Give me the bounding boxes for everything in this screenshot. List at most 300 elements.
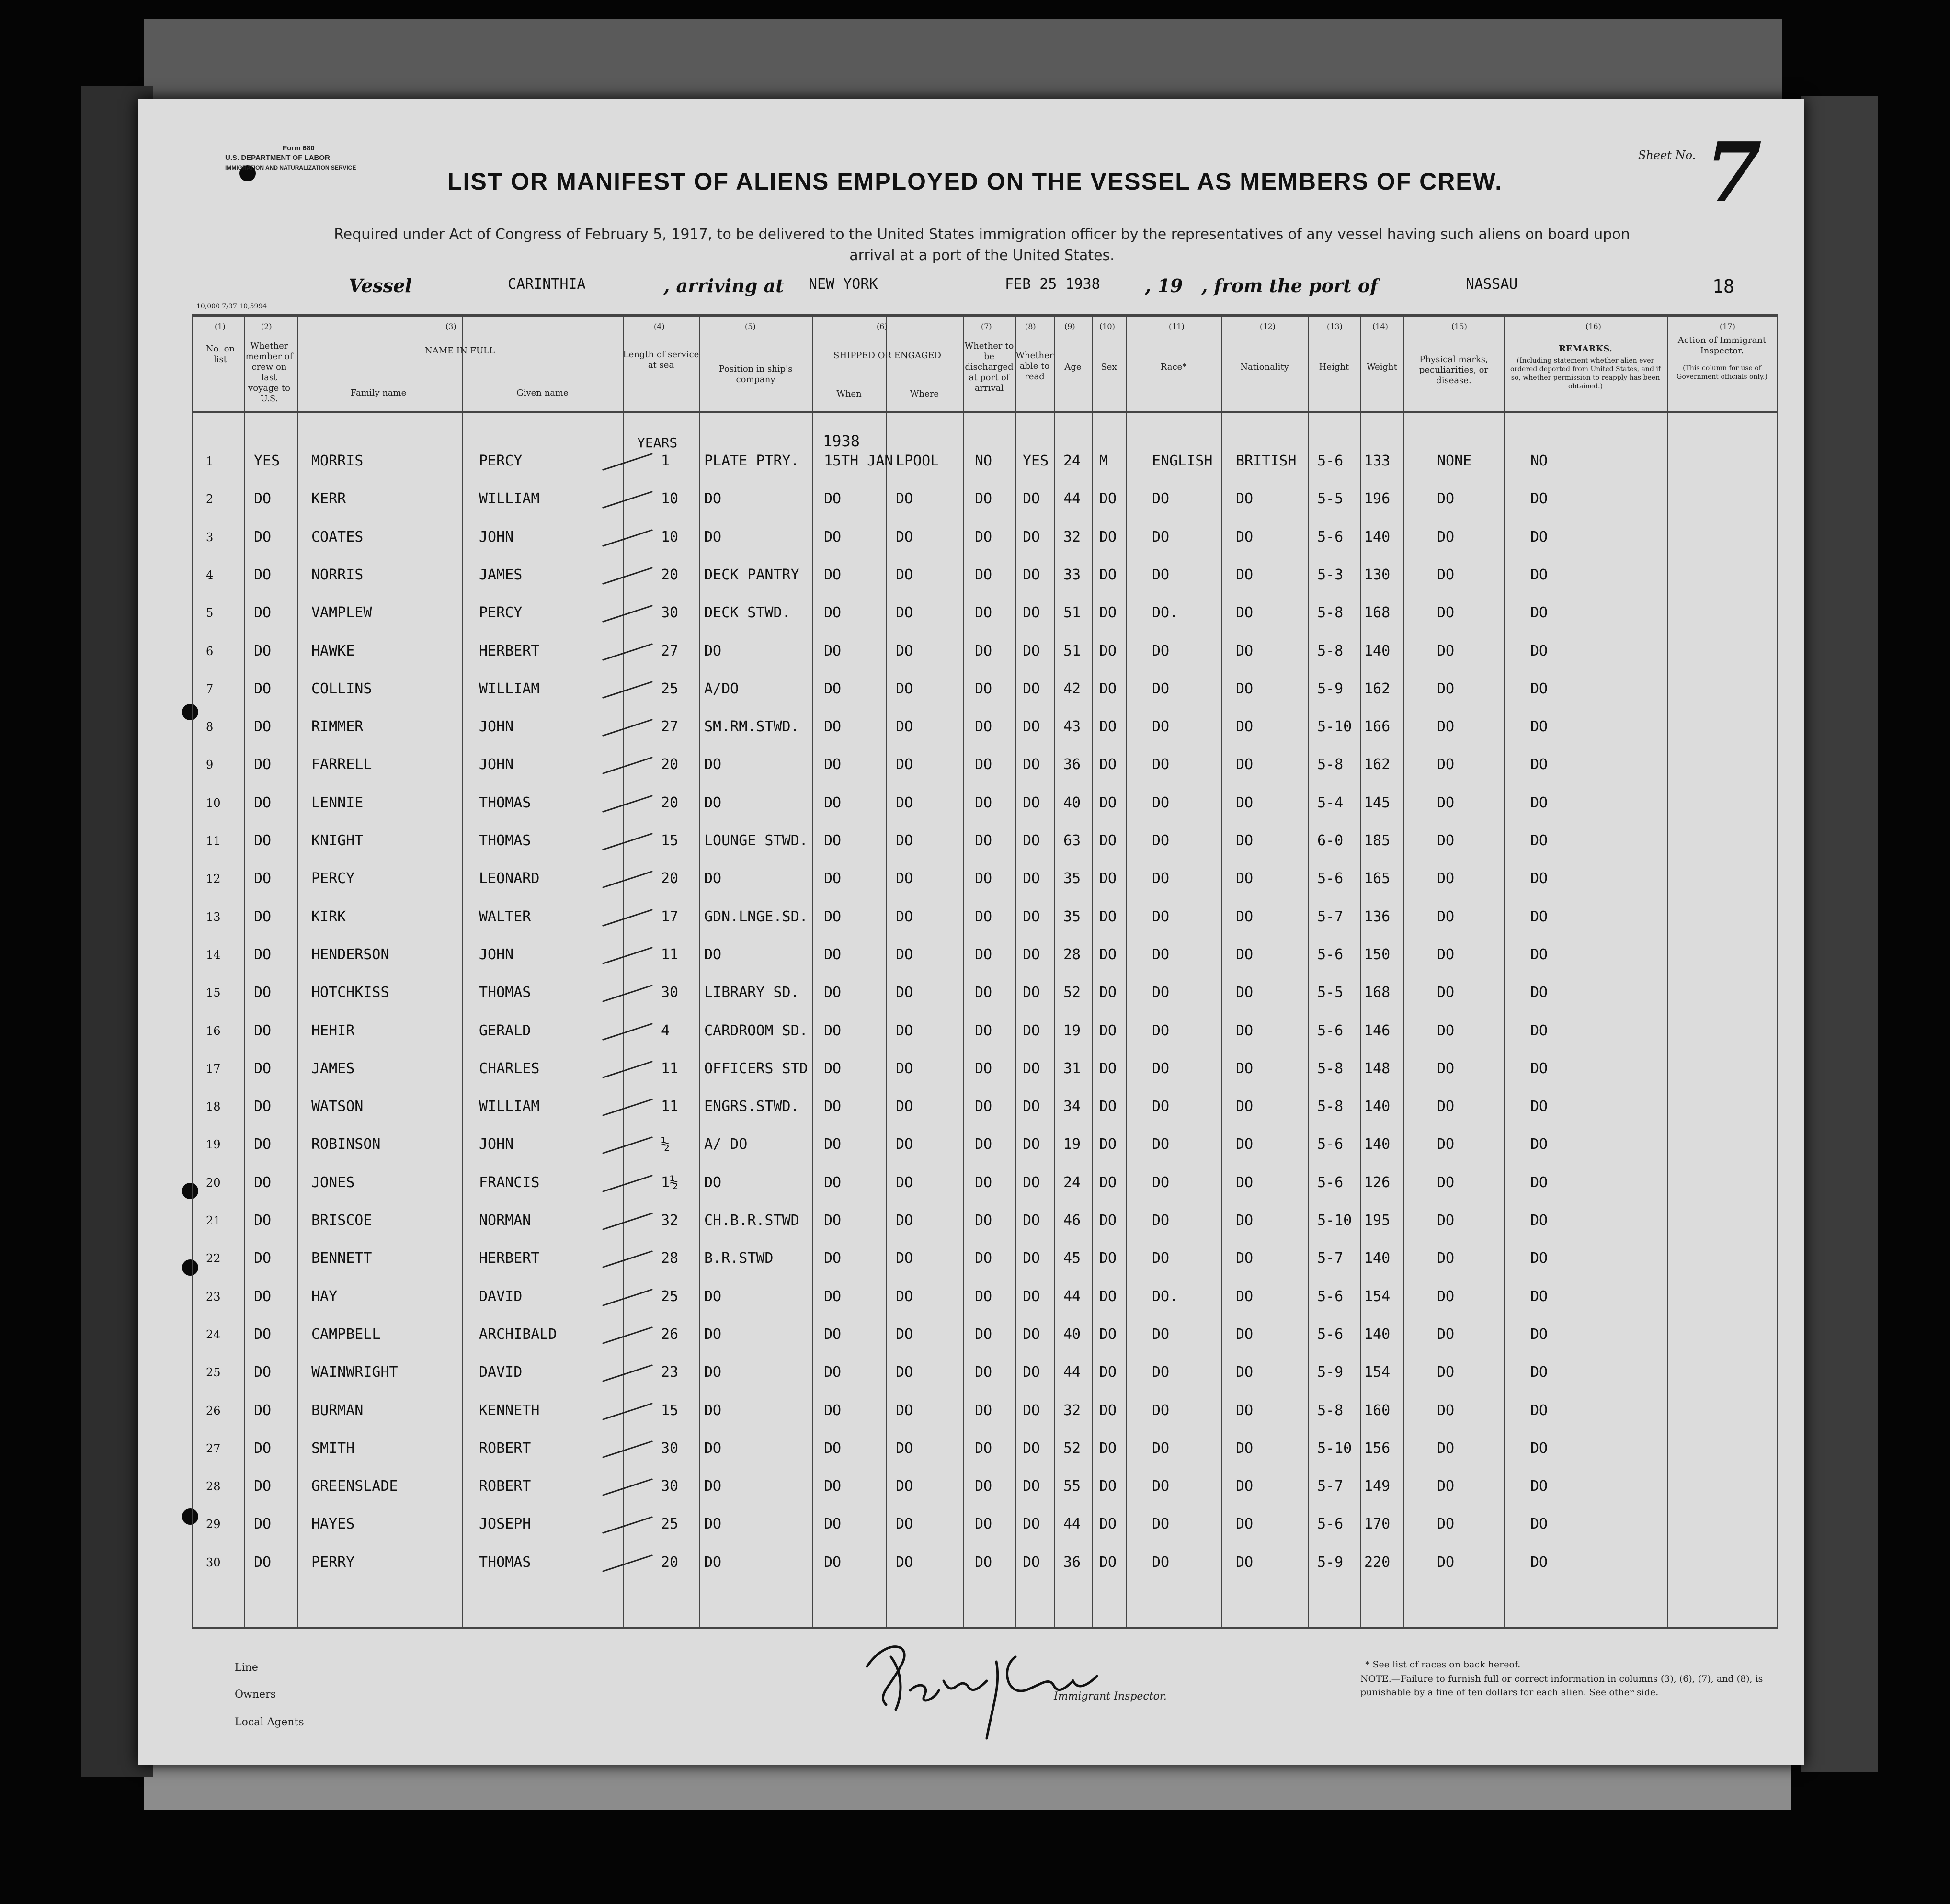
cell-age: 51 <box>1063 643 1081 659</box>
cell-age: 44 <box>1063 1516 1081 1532</box>
cell-discharged: DO <box>975 1402 992 1419</box>
cell-given-name: FRANCIS <box>479 1174 540 1191</box>
cell-sex: DO <box>1099 1060 1117 1077</box>
cell-age: 43 <box>1063 718 1081 735</box>
column-rule <box>297 314 298 1629</box>
cell-sex: DO <box>1099 870 1117 887</box>
cell-discharged: DO <box>975 1478 992 1495</box>
cell-able-to-read: DO <box>1023 1554 1040 1571</box>
punch-hole <box>182 1259 198 1276</box>
cell-able-to-read: DO <box>1023 946 1040 963</box>
cell-discharged: DO <box>975 643 992 659</box>
cell-race: DO <box>1152 1174 1170 1191</box>
cell-able-to-read: DO <box>1023 604 1040 621</box>
cell-row-number: 25 <box>206 1366 221 1379</box>
cell-shipped-when: DO <box>824 1440 842 1457</box>
cell-row-number: 27 <box>206 1442 221 1455</box>
cell-length-of-service: 10 <box>661 529 679 545</box>
cell-physical-marks: DO <box>1437 567 1455 583</box>
cell-discharged: DO <box>975 1022 992 1039</box>
cell-family-name: PERCY <box>311 870 355 887</box>
cell-shipped-when: DO <box>824 680 842 697</box>
header-when: When <box>836 389 862 399</box>
header-family-name: Family name <box>350 388 407 398</box>
cell-family-name: HEHIR <box>311 1022 355 1039</box>
cell-physical-marks: DO <box>1437 1516 1455 1532</box>
cell-discharged: DO <box>975 946 992 963</box>
cell-race: DO <box>1152 1326 1170 1343</box>
cell-length-of-service: 27 <box>661 718 679 735</box>
cell-crew-last-voyage: DO <box>254 1212 272 1229</box>
cell-physical-marks: DO <box>1437 1440 1455 1457</box>
cell-row-number: 28 <box>206 1480 221 1493</box>
cell-shipped-when: DO <box>824 1288 842 1305</box>
cell-physical-marks: DO <box>1437 756 1455 773</box>
cell-physical-marks: DO <box>1437 604 1455 621</box>
cell-position: OFFICERS STD <box>704 1060 808 1077</box>
cell-discharged: DO <box>975 1554 992 1571</box>
cell-crew-last-voyage: DO <box>254 756 272 773</box>
cell-age: 19 <box>1063 1136 1081 1153</box>
cell-weight: 185 <box>1364 832 1391 849</box>
cell-shipped-where: DO <box>896 1060 913 1077</box>
col-number-4: (4) <box>654 322 665 331</box>
cell-nationality: DO <box>1236 1212 1254 1229</box>
cell-nationality: DO <box>1236 946 1254 963</box>
cell-crew-last-voyage: DO <box>254 1250 272 1267</box>
cell-race: DO <box>1152 490 1170 507</box>
column-rule <box>1777 314 1778 1629</box>
cell-family-name: COATES <box>311 529 364 545</box>
cell-physical-marks: DO <box>1437 1478 1455 1495</box>
cell-remarks: DO <box>1530 718 1548 735</box>
cell-crew-last-voyage: DO <box>254 1098 272 1115</box>
cell-shipped-where: DO <box>896 1250 913 1267</box>
cell-position: GDN.LNGE.SD. <box>704 908 808 925</box>
cell-row-number: 19 <box>206 1138 221 1151</box>
cell-remarks: DO <box>1530 1402 1548 1419</box>
cell-able-to-read: DO <box>1023 567 1040 583</box>
cell-position: DO <box>704 1554 722 1571</box>
cell-discharged: DO <box>975 490 992 507</box>
cell-discharged: DO <box>975 1326 992 1343</box>
punch-hole <box>182 704 198 720</box>
cell-length-of-service: 23 <box>661 1364 679 1381</box>
cell-remarks: DO <box>1530 1440 1548 1457</box>
cell-given-name: WILLIAM <box>479 680 540 697</box>
cell-shipped-when: 15TH JAN <box>824 453 893 469</box>
cell-shipped-when: DO <box>824 832 842 849</box>
cell-family-name: HAYES <box>311 1516 355 1532</box>
cell-able-to-read: DO <box>1023 718 1040 735</box>
cell-crew-last-voyage: DO <box>254 1174 272 1191</box>
cell-given-name: JOHN <box>479 718 514 735</box>
column-rule <box>192 314 193 1629</box>
cell-remarks: DO <box>1530 756 1548 773</box>
cell-given-name: WILLIAM <box>479 1098 540 1115</box>
cell-weight: 133 <box>1364 453 1391 469</box>
cell-race: DO <box>1152 529 1170 545</box>
cell-age: 33 <box>1063 567 1081 583</box>
races-note: * See list of races on back hereof. <box>1365 1659 1521 1670</box>
cell-weight: 146 <box>1364 1022 1391 1039</box>
cell-remarks: DO <box>1530 1554 1548 1571</box>
cell-sex: DO <box>1099 984 1117 1001</box>
cell-age: 52 <box>1063 1440 1081 1457</box>
cell-family-name: HENDERSON <box>311 946 389 963</box>
cell-position: DO <box>704 1440 722 1457</box>
cell-weight: 165 <box>1364 870 1391 887</box>
cell-height: 5-8 <box>1317 1060 1344 1077</box>
cell-family-name: LENNIE <box>311 794 364 811</box>
cell-length-of-service: 20 <box>661 567 679 583</box>
cell-given-name: JAMES <box>479 567 523 583</box>
header-given-name: Given name <box>516 388 569 398</box>
cell-length-of-service: 15 <box>661 1402 679 1419</box>
col-number-7: (7) <box>981 322 992 331</box>
cell-shipped-when: DO <box>824 1098 842 1115</box>
cell-remarks: DO <box>1530 1364 1548 1381</box>
header-remarks-note: (Including statement whether alien ever ordered deported from United States, and if so, whether permission to reapply has been obtained.) <box>1510 357 1661 390</box>
cell-given-name: KENNETH <box>479 1402 540 1419</box>
cell-length-of-service: 26 <box>661 1326 679 1343</box>
sheet-number: 7 <box>1705 125 1762 220</box>
header-bottom-rule <box>192 411 1777 413</box>
cell-given-name: THOMAS <box>479 794 531 811</box>
cell-given-name: ROBERT <box>479 1478 531 1495</box>
cell-length-of-service: ½ <box>661 1136 670 1153</box>
cell-length-of-service: 30 <box>661 984 679 1001</box>
cell-crew-last-voyage: DO <box>254 1136 272 1153</box>
cell-shipped-where: DO <box>896 1098 913 1115</box>
cell-able-to-read: DO <box>1023 832 1040 849</box>
cell-able-to-read: DO <box>1023 490 1040 507</box>
cell-nationality: DO <box>1236 1174 1254 1191</box>
cell-family-name: HAY <box>311 1288 338 1305</box>
cell-able-to-read: DO <box>1023 1212 1040 1229</box>
header-weight: Weight <box>1367 362 1397 372</box>
cell-row-number: 23 <box>206 1290 221 1303</box>
cell-shipped-where: DO <box>896 604 913 621</box>
year-label: , 19 <box>1145 275 1183 296</box>
cell-physical-marks: DO <box>1437 1174 1455 1191</box>
cell-discharged: DO <box>975 1288 992 1305</box>
cell-age: 36 <box>1063 756 1081 773</box>
cell-shipped-when: DO <box>824 490 842 507</box>
cell-weight: 168 <box>1364 984 1391 1001</box>
cell-race: DO <box>1152 643 1170 659</box>
cell-physical-marks: DO <box>1437 643 1455 659</box>
cell-able-to-read: DO <box>1023 794 1040 811</box>
cell-family-name: WAINWRIGHT <box>311 1364 398 1381</box>
cell-row-number: 18 <box>206 1100 221 1113</box>
cell-height: 5-8 <box>1317 604 1344 621</box>
cell-crew-last-voyage: YES <box>254 453 280 469</box>
cell-given-name: HERBERT <box>479 1250 540 1267</box>
cell-nationality: DO <box>1236 908 1254 925</box>
cell-nationality: DO <box>1236 567 1254 583</box>
cell-family-name: PERRY <box>311 1554 355 1571</box>
cell-shipped-where: DO <box>896 1402 913 1419</box>
cell-remarks: DO <box>1530 1250 1548 1267</box>
cell-sex: DO <box>1099 1516 1117 1532</box>
cell-sex: DO <box>1099 1364 1117 1381</box>
cell-remarks: DO <box>1530 1326 1548 1343</box>
cell-shipped-when: DO <box>824 908 842 925</box>
cell-shipped-when: DO <box>824 1060 842 1077</box>
cell-physical-marks: DO <box>1437 718 1455 735</box>
cell-shipped-when: DO <box>824 946 842 963</box>
cell-shipped-when: DO <box>824 643 842 659</box>
cell-row-number: 29 <box>206 1518 221 1531</box>
sheet-label: Sheet No. <box>1638 148 1696 162</box>
cell-position: ENGRS.STWD. <box>704 1098 799 1115</box>
cell-remarks: DO <box>1530 1022 1548 1039</box>
cell-length-of-service: 25 <box>661 680 679 697</box>
cell-given-name: ROBERT <box>479 1440 531 1457</box>
cell-family-name: RIMMER <box>311 718 364 735</box>
form-number: Form 680 <box>283 144 315 152</box>
cell-age: 32 <box>1063 529 1081 545</box>
cell-nationality: DO <box>1236 1288 1254 1305</box>
header-inspector-note: (This column for use of Government officials only.) <box>1676 364 1768 381</box>
cell-physical-marks: DO <box>1437 1288 1455 1305</box>
cell-race: DO <box>1152 1402 1170 1419</box>
col-number-1: (1) <box>215 322 226 331</box>
cell-position: PLATE PTRY. <box>704 453 799 469</box>
cell-shipped-when: DO <box>824 1478 842 1495</box>
cell-weight: 220 <box>1364 1554 1391 1571</box>
cell-position: DO <box>704 1326 722 1343</box>
cell-position: DO <box>704 794 722 811</box>
cell-age: 35 <box>1063 908 1081 925</box>
cell-able-to-read: DO <box>1023 1060 1040 1077</box>
cell-shipped-when: DO <box>824 718 842 735</box>
column-rule <box>1308 314 1309 1629</box>
cell-sex: DO <box>1099 643 1117 659</box>
column-rule <box>1092 314 1093 1629</box>
inspector-signature <box>857 1628 1126 1748</box>
cell-position: LOUNGE STWD. <box>704 832 808 849</box>
cell-weight: 140 <box>1364 529 1391 545</box>
cell-sex: DO <box>1099 529 1117 545</box>
header-where: Where <box>910 389 939 399</box>
cell-height: 5-7 <box>1317 1478 1344 1495</box>
cell-physical-marks: NONE <box>1437 453 1472 469</box>
cell-length-of-service: 25 <box>661 1288 679 1305</box>
cell-remarks: DO <box>1530 984 1548 1001</box>
cell-weight: 140 <box>1364 1326 1391 1343</box>
header-race: Race* <box>1160 362 1187 372</box>
cell-weight: 156 <box>1364 1440 1391 1457</box>
cell-nationality: DO <box>1236 1516 1254 1532</box>
cell-crew-last-voyage: DO <box>254 794 272 811</box>
cell-discharged: DO <box>975 870 992 887</box>
cell-physical-marks: DO <box>1437 908 1455 925</box>
cell-family-name: HOTCHKISS <box>311 984 389 1001</box>
cell-nationality: DO <box>1236 529 1254 545</box>
cell-shipped-where: DO <box>896 756 913 773</box>
cell-able-to-read: DO <box>1023 1364 1040 1381</box>
cell-remarks: DO <box>1530 1136 1548 1153</box>
cell-weight: 166 <box>1364 718 1391 735</box>
header-physical-marks: Physical marks, peculiarities, or disease. <box>1419 354 1489 385</box>
cell-height: 5-6 <box>1317 1136 1344 1153</box>
cell-race: DO <box>1152 1364 1170 1381</box>
cell-able-to-read: DO <box>1023 1174 1040 1191</box>
cell-given-name: PERCY <box>479 453 523 469</box>
cell-race: DO <box>1152 908 1170 925</box>
cell-position: DO <box>704 1288 722 1305</box>
cell-nationality: DO <box>1236 1136 1254 1153</box>
cell-crew-last-voyage: DO <box>254 718 272 735</box>
cell-crew-last-voyage: DO <box>254 1060 272 1077</box>
cell-height: 5-8 <box>1317 756 1344 773</box>
column-rule <box>244 314 245 1629</box>
cell-remarks: NO <box>1530 453 1548 469</box>
cell-nationality: DO <box>1236 984 1254 1001</box>
cell-height: 5-6 <box>1317 870 1344 887</box>
cell-crew-last-voyage: DO <box>254 1288 272 1305</box>
cell-shipped-where: DO <box>896 1554 913 1571</box>
cell-physical-marks: DO <box>1437 1212 1455 1229</box>
cell-crew-last-voyage: DO <box>254 1364 272 1381</box>
cell-given-name: NORMAN <box>479 1212 531 1229</box>
cell-shipped-where: LPOOL <box>896 453 939 469</box>
cell-height: 6-0 <box>1317 832 1344 849</box>
cell-sex: DO <box>1099 718 1117 735</box>
cell-able-to-read: DO <box>1023 680 1040 697</box>
cell-age: 42 <box>1063 680 1081 697</box>
header-name-in-full: NAME IN FULL <box>424 346 495 356</box>
cell-shipped-where: DO <box>896 718 913 735</box>
cell-age: 24 <box>1063 1174 1081 1191</box>
cell-shipped-where: DO <box>896 984 913 1001</box>
cell-family-name: MORRIS <box>311 453 364 469</box>
cell-family-name: WATSON <box>311 1098 364 1115</box>
cell-family-name: SMITH <box>311 1440 355 1457</box>
cell-nationality: BRITISH <box>1236 453 1297 469</box>
cell-height: 5-5 <box>1317 984 1344 1001</box>
cell-row-number: 15 <box>206 986 221 999</box>
cell-length-of-service: 20 <box>661 756 679 773</box>
cell-crew-last-voyage: DO <box>254 1516 272 1532</box>
cell-discharged: DO <box>975 529 992 545</box>
cell-weight: 145 <box>1364 794 1391 811</box>
cell-shipped-when: DO <box>824 984 842 1001</box>
cell-remarks: DO <box>1530 794 1548 811</box>
cell-shipped-where: DO <box>896 643 913 659</box>
col-number-12: (12) <box>1260 322 1276 331</box>
cell-weight: 130 <box>1364 567 1391 583</box>
cell-length-of-service: 11 <box>661 1060 679 1077</box>
cell-length-of-service: 20 <box>661 870 679 887</box>
cell-sex: DO <box>1099 1326 1117 1343</box>
cell-height: 5-10 <box>1317 1212 1352 1229</box>
cell-position: DO <box>704 490 722 507</box>
cell-length-of-service: 28 <box>661 1250 679 1267</box>
cell-weight: 162 <box>1364 680 1391 697</box>
cell-shipped-when: DO <box>824 794 842 811</box>
cell-remarks: DO <box>1530 1060 1548 1077</box>
cell-given-name: JOSEPH <box>479 1516 531 1532</box>
cell-remarks: DO <box>1530 567 1548 583</box>
cell-discharged: NO <box>975 453 992 469</box>
col-number-17: (17) <box>1720 322 1735 331</box>
cell-able-to-read: DO <box>1023 870 1040 887</box>
cell-race: DO <box>1152 718 1170 735</box>
cell-shipped-where: DO <box>896 1136 913 1153</box>
cell-shipped-where: DO <box>896 1364 913 1381</box>
cell-given-name: DAVID <box>479 1364 523 1381</box>
cell-shipped-where: DO <box>896 529 913 545</box>
cell-position: DO <box>704 946 722 963</box>
cell-able-to-read: DO <box>1023 1326 1040 1343</box>
cell-row-number: 5 <box>206 606 214 620</box>
cell-nationality: DO <box>1236 490 1254 507</box>
cell-shipped-where: DO <box>896 946 913 963</box>
cell-age: 55 <box>1063 1478 1081 1495</box>
cell-remarks: DO <box>1530 680 1548 697</box>
department: U.S. DEPARTMENT OF LABOR <box>225 154 330 162</box>
cell-family-name: JONES <box>311 1174 355 1191</box>
cell-discharged: DO <box>975 1250 992 1267</box>
column-rule <box>1667 314 1668 1629</box>
col-number-3: (3) <box>445 322 456 331</box>
col-number-9: (9) <box>1064 322 1075 331</box>
cell-length-of-service: 30 <box>661 1440 679 1457</box>
cell-physical-marks: DO <box>1437 832 1455 849</box>
cell-sex: DO <box>1099 1212 1117 1229</box>
cell-row-number: 20 <box>206 1176 221 1190</box>
column-rule <box>623 314 624 1629</box>
cell-height: 5-7 <box>1317 1250 1344 1267</box>
cell-remarks: DO <box>1530 1098 1548 1115</box>
cell-physical-marks: DO <box>1437 529 1455 545</box>
cell-shipped-when: DO <box>824 1212 842 1229</box>
column-rule <box>1126 314 1127 1629</box>
cell-shipped-where: DO <box>896 870 913 887</box>
cell-position: A/ DO <box>704 1136 748 1153</box>
cell-length-of-service: 25 <box>661 1516 679 1532</box>
cell-age: 19 <box>1063 1022 1081 1039</box>
cell-shipped-when: DO <box>824 1554 842 1571</box>
cell-crew-last-voyage: DO <box>254 1402 272 1419</box>
cell-race: DO <box>1152 1516 1170 1532</box>
cell-nationality: DO <box>1236 832 1254 849</box>
cell-remarks: DO <box>1530 832 1548 849</box>
col-number-16: (16) <box>1585 322 1601 331</box>
cell-row-number: 21 <box>206 1214 221 1227</box>
cell-sex: DO <box>1099 1136 1117 1153</box>
cell-race: DO. <box>1152 1288 1178 1305</box>
cell-height: 5-8 <box>1317 643 1344 659</box>
cell-remarks: DO <box>1530 490 1548 507</box>
cell-shipped-where: DO <box>896 1326 913 1343</box>
cell-family-name: GREENSLADE <box>311 1478 398 1495</box>
cell-given-name: LEONARD <box>479 870 540 887</box>
cell-race: DO <box>1152 794 1170 811</box>
cell-nationality: DO <box>1236 794 1254 811</box>
cell-sex: DO <box>1099 1402 1117 1419</box>
cell-weight: 168 <box>1364 604 1391 621</box>
cell-given-name: WALTER <box>479 908 531 925</box>
cell-nationality: DO <box>1236 1364 1254 1381</box>
cell-race: DO <box>1152 832 1170 849</box>
cell-shipped-when: DO <box>824 529 842 545</box>
cell-position: DO <box>704 1364 722 1381</box>
cell-crew-last-voyage: DO <box>254 908 272 925</box>
